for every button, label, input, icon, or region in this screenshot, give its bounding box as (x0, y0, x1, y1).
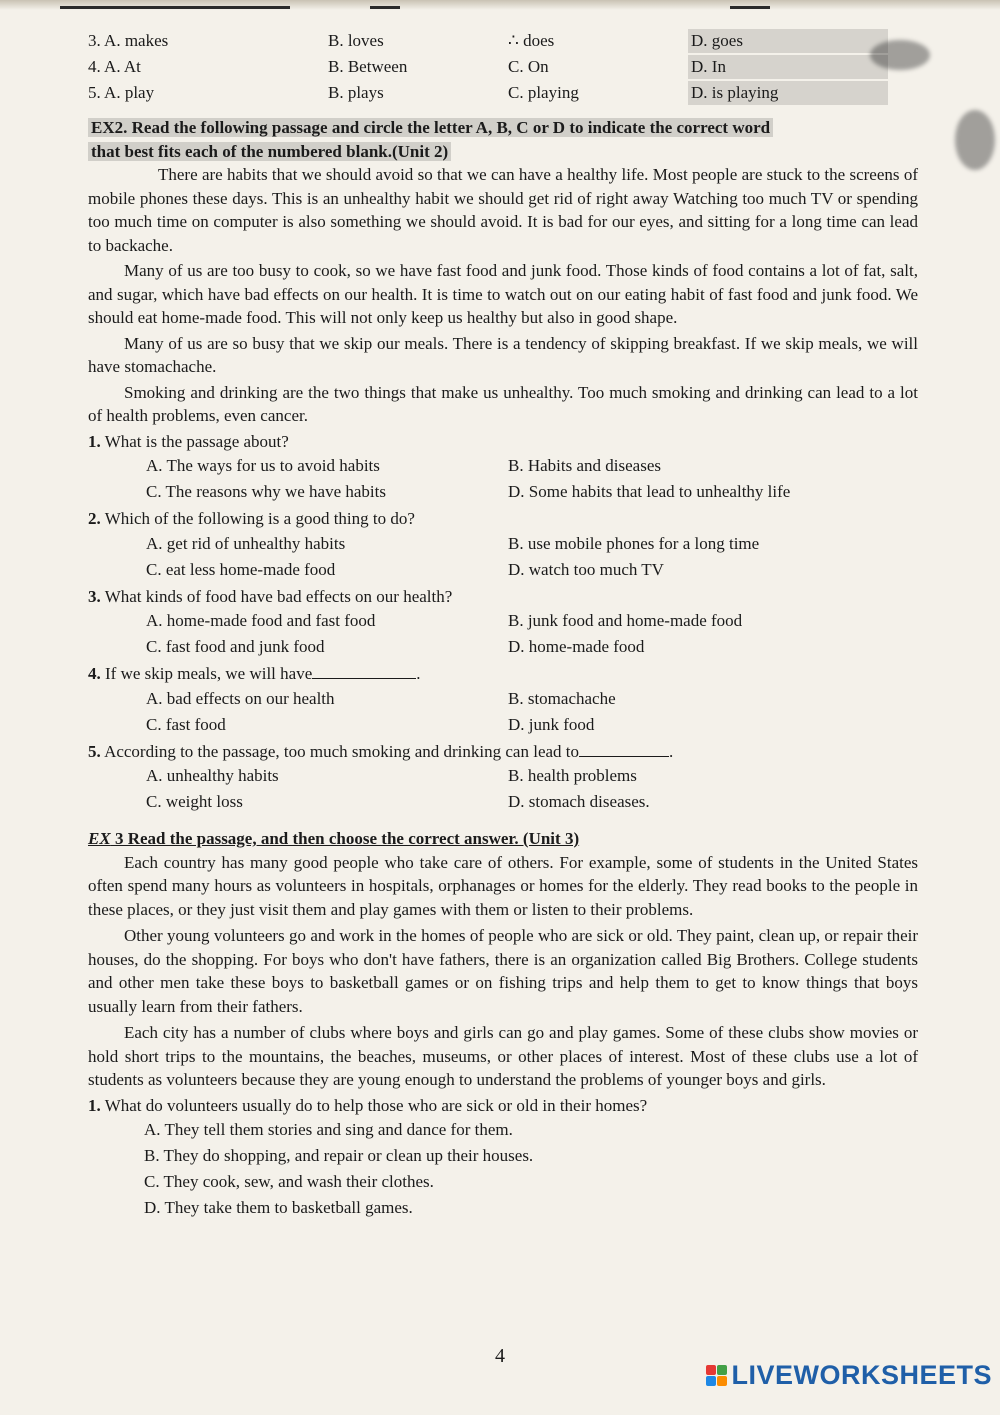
top-rule (60, 6, 290, 9)
option-b[interactable]: B. Between (328, 57, 408, 77)
ex2-paragraph: Smoking and drinking are the two things that make us unhealthy. Too much smoking and drinking can lead to a lot of health problems, even cancer. (88, 382, 918, 425)
ex3-paragraph: Each city has a number of clubs where boys and girls can go and play games. Some of these clubs show movies or hold short trips to the mountains, the beaches, museums, or other places of interest. Most of these clubs use a lot of students as volunteers because they are young enough to understand the problems of younger boys and girls. (88, 1023, 918, 1089)
ex2-questions (88, 430, 918, 816)
option-b[interactable]: B. health problems (508, 766, 637, 785)
answer-blank[interactable] (312, 664, 416, 679)
option-b[interactable]: B. stomachache (508, 688, 616, 708)
question-text: What do volunteers usually do to help those who are sick or old in their homes? (104, 1095, 648, 1115)
option-a[interactable]: 4. A. At (88, 57, 141, 77)
page-number: 4 (495, 1345, 505, 1367)
option-c[interactable]: C. weight loss (146, 792, 243, 811)
ex3-title-text: 3 Read the passage, and then choose the correct answer. (Unit 3) (110, 829, 580, 848)
option-b[interactable]: B. loves (328, 31, 384, 51)
question-number: 5. (88, 741, 101, 761)
question-number: 4. (88, 664, 101, 683)
question-text: According to the passage, too much smoking and drinking can lead to (104, 741, 580, 761)
answer-blank[interactable] (579, 742, 669, 757)
option-b[interactable]: B. plays (328, 83, 384, 103)
option-a[interactable]: A. get rid of unhealthy habits (146, 533, 346, 553)
option-c[interactable]: C. On (508, 57, 549, 77)
question-options (88, 686, 918, 738)
option-a[interactable]: A. The ways for us to avoid habits (146, 456, 380, 475)
option-b[interactable]: B. They do shopping, and repair or clean up their houses. (144, 1146, 534, 1165)
option-c[interactable]: C. fast food (146, 714, 226, 734)
question-options (88, 608, 918, 660)
question: 5. According to the passage, too much smoking and drinking can lead to . (88, 741, 674, 761)
ex3-paragraph: Each country has many good people who take care of others. For example, some of students in the United States often spend many hours as volunteers in hospitals, orphanages or homes for the elderly. They read books to the people in these places, or they just visit them and play games with them or listen to their problems. (88, 852, 918, 919)
option-c[interactable]: C. fast food and junk food (146, 637, 325, 656)
option-c[interactable]: C. playing (508, 83, 579, 103)
question-number: 1. (88, 431, 101, 451)
question (88, 430, 918, 454)
option-d[interactable]: D. In (688, 55, 888, 79)
logo-badge-icon (706, 1365, 727, 1386)
option-a[interactable]: A. unhealthy habits (146, 766, 279, 785)
question (88, 585, 918, 609)
option-d[interactable]: D. stomach diseases. (508, 792, 650, 811)
question (88, 1094, 918, 1118)
prev-options (88, 28, 918, 106)
ex2-title-line1: EX2. Read the following passage and circle the letter A, B, C or D to indicate the correct word (88, 118, 773, 137)
question-number: 3. (88, 586, 101, 606)
option-d[interactable]: D. home-made food (508, 637, 645, 656)
option-c[interactable]: C. eat less home-made food (146, 559, 336, 579)
option-a[interactable]: A. home-made food and fast food (146, 611, 376, 630)
option-a[interactable]: A. bad effects on our health (146, 688, 335, 708)
option-d[interactable]: D. is playing (688, 81, 888, 105)
option-c[interactable]: ∴ does (508, 31, 555, 51)
question-text: What is the passage about? (104, 431, 289, 451)
scan-smudge (955, 110, 995, 170)
option-c[interactable]: C. The reasons why we have habits (146, 482, 386, 501)
ex3-title-prefix: EX (88, 829, 111, 848)
question-options (88, 453, 918, 505)
option-row (88, 28, 918, 54)
top-rule (370, 6, 400, 9)
worksheet-page (88, 28, 918, 1221)
question-text: If we skip meals, we will have (105, 664, 313, 683)
option-b[interactable]: B. Habits and diseases (508, 456, 661, 475)
option-a[interactable]: 5. A. play (88, 83, 155, 103)
question-number: 1. (88, 1095, 101, 1115)
top-rule (730, 6, 770, 9)
ex3-title (88, 827, 918, 851)
ex2-paragraph: Many of us are too busy to cook, so we have fast food and junk food. Those kinds of food contains a lot of fat, salt, and sugar, which have bad effects on our health. It is time to watch out on our eating habit of fast food and junk food. We should eat home-made food. This will not only keep us healthy but also in good shape. (88, 261, 918, 327)
option-a[interactable]: A. They tell them stories and sing and dance for them. (144, 1120, 513, 1139)
option-d[interactable]: D. Some habits that lead to unhealthy life (508, 482, 791, 501)
ex2-paragraph: There are habits that we should avoid so that we can have a healthy life. Most people are stuck to the screens of mobile phones these days. This is an unhealthy habit we should get rid of right away Watching too much TV or spending too much time on computer is also something we should avoid. It is bad for our eyes, and sitting for a long time can lead to backache. (88, 165, 918, 255)
logo-text: LIVEWORKSHEETS (731, 1360, 992, 1390)
ex2-paragraph: Many of us are so busy that we skip our meals. There is a tendency of skipping breakfast. If we skip meals, we will have stomachache. (88, 333, 918, 376)
question-options (88, 763, 918, 815)
ex2-title (88, 116, 918, 163)
liveworksheets-logo[interactable] (706, 1360, 992, 1391)
option-d[interactable]: D. watch too much TV (508, 559, 664, 579)
option-b[interactable]: B. use mobile phones for a long time (508, 533, 760, 553)
option-row (88, 80, 918, 106)
question-text: Which of the following is a good thing to do? (104, 509, 415, 528)
option-row (88, 54, 918, 80)
option-a[interactable]: 3. A. makes (88, 31, 169, 51)
option-c[interactable]: C. They cook, sew, and wash their clothes. (144, 1172, 434, 1191)
question: 4. If we skip meals, we will have . (88, 664, 421, 683)
question (88, 507, 918, 531)
question-text: What kinds of food have bad effects on our health? (104, 586, 453, 606)
question-options (88, 531, 918, 583)
question-number: 2. (88, 509, 101, 528)
option-d[interactable]: D. goes (688, 29, 888, 53)
option-d[interactable]: D. junk food (508, 714, 595, 734)
option-b[interactable]: B. junk food and home-made food (508, 611, 743, 630)
ex3-paragraph: Other young volunteers go and work in the homes of people who are sick or old. They paint, clean up, or repair their houses, do the shopping. For boys who don't have fathers, there is an organization called Big Brothers. College students and other men take these boys to basketball games or on fishing trips and help them to get to know things that boys usually learn from their fathers. (88, 926, 918, 1016)
option-d[interactable]: D. They take them to basketball games. (144, 1198, 413, 1217)
ex2-title-line2: that best fits each of the numbered blank.(Unit 2) (88, 142, 451, 161)
